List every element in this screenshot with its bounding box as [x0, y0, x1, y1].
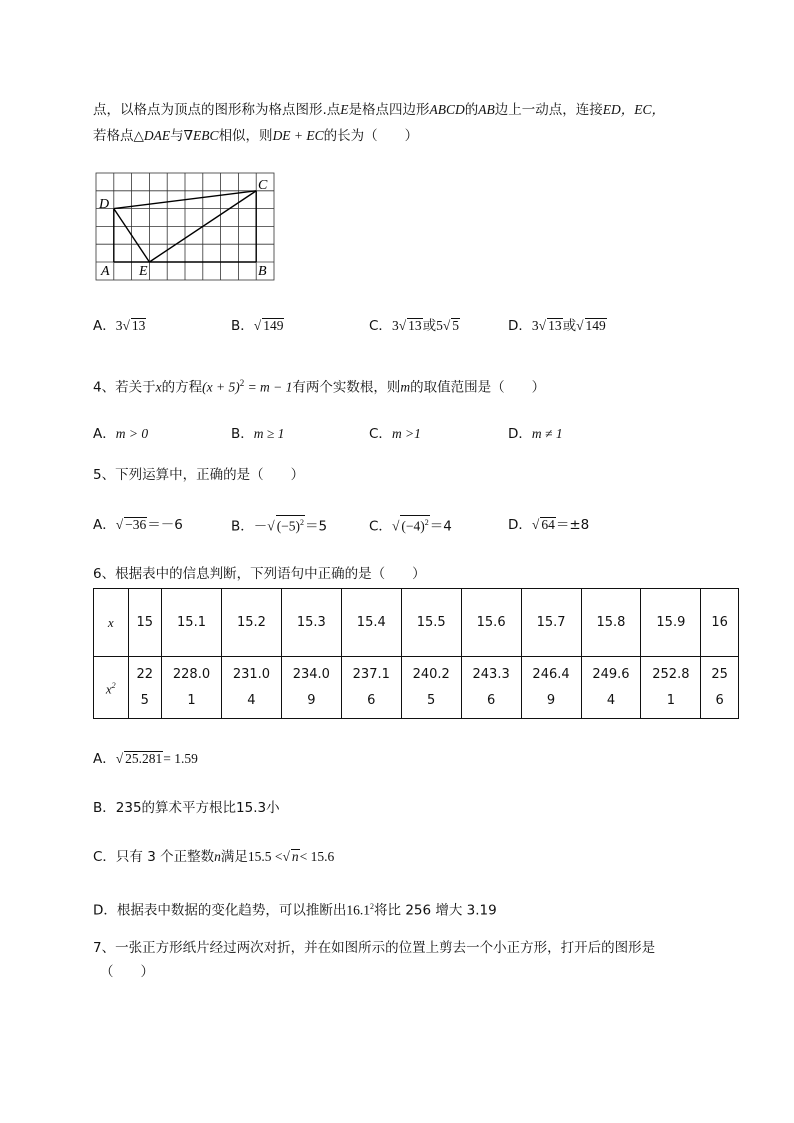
table-cell: 249.64 — [581, 657, 641, 719]
table-row — [94, 589, 739, 657]
q6-option-b[interactable]: B．235的算术平方根比15.3小 — [93, 800, 280, 816]
table-cell: 256 — [701, 657, 739, 719]
q3-grid-figure — [94, 172, 276, 282]
q4-option-d[interactable]: D．m ≠ 1 — [508, 426, 563, 442]
table-cell: 240.25 — [401, 657, 461, 719]
table-cell: 237.16 — [341, 657, 401, 719]
table-cell: 15.4 — [341, 589, 401, 657]
table-cell: 15.7 — [521, 589, 581, 657]
q3-option-d[interactable]: D．3√ 13或√ 149 — [508, 318, 606, 334]
table-cell: 15.2 — [221, 589, 281, 657]
table-cell: 16 — [701, 589, 739, 657]
q6-question: 6、根据表中的信息判断，下列语句中正确的是（ ） — [93, 566, 426, 582]
table-cell: 15.1 — [162, 589, 222, 657]
q3-option-a[interactable]: A．3√ 13 — [93, 318, 146, 334]
label-D: D — [99, 197, 110, 212]
table-cell: 231.04 — [221, 657, 281, 719]
q5-option-a[interactable]: A．√ −36＝－6 — [93, 517, 183, 533]
q7-question-line2: （ ） — [100, 964, 154, 980]
q3-option-b[interactable]: B．√ 149 — [231, 318, 284, 334]
q6-option-a[interactable]: A．√ 25.281= 1.59 — [93, 751, 198, 767]
table-header-x2: $x^2$ — [94, 657, 129, 719]
table-cell: 15.9 — [641, 589, 701, 657]
q5-option-c[interactable]: C．√ $(-4)^2=4$ — [369, 515, 452, 537]
table-cell: 15.6 — [461, 589, 521, 657]
q3-option-c[interactable]: C．3√ 13或5√ 5 — [369, 318, 460, 334]
q6-option-c[interactable]: C．只有 3 个正整数n满足15.5 <√ n< 15.6 — [93, 849, 335, 865]
table-cell: 246.49 — [521, 657, 581, 719]
table-cell: 225 — [128, 657, 162, 719]
q5-option-d[interactable]: D．√ 64＝±8 — [508, 517, 590, 533]
q5-option-b[interactable]: B．－√ $(-5)^2=5$ — [231, 515, 327, 537]
q4-question: 4、若关于x的方程$(x + 5)^2 = m - 1$有两个实数根，则m的取值范围是（ ） — [93, 378, 546, 396]
q4-option-b[interactable]: B．m ≥ 1 — [231, 426, 285, 442]
q5-question: 5、下列运算中，正确的是（ ） — [93, 467, 305, 483]
table-header-x: x — [94, 589, 129, 657]
q6-table — [93, 588, 739, 719]
table-cell: 15.5 — [401, 589, 461, 657]
q3-text-line2: 若格点△DAE与∇EBC相似，则DE + EC的长为（ ） — [93, 128, 419, 144]
table-cell: 228.01 — [162, 657, 222, 719]
q3-text-line1: 点，以格点为顶点的图形称为格点图形.点E是格点四边形ABCD的AB边上一动点，连接ED，EC， — [93, 102, 666, 118]
q4-option-a[interactable]: A．m > 0 — [93, 426, 149, 442]
label-A: A — [101, 264, 110, 279]
label-E: E — [139, 264, 148, 279]
table-cell: 15 — [128, 589, 162, 657]
table-cell: 234.09 — [281, 657, 341, 719]
q6-option-d[interactable]: D．根据表中数据的变化趋势，可以推断出16.1$^2$将比 256 增大 3.19 — [93, 902, 497, 919]
table-cell: 15.8 — [581, 589, 641, 657]
table-cell: 243.36 — [461, 657, 521, 719]
label-C: C — [258, 178, 268, 193]
q7-question-line1: 7、一张正方形纸片经过两次对折，并在如图所示的位置上剪去一个小正方形，打开后的图形是 — [93, 940, 656, 956]
q4-option-c[interactable]: C．m >1 — [369, 426, 421, 442]
table-cell: 252.81 — [641, 657, 701, 719]
table-row — [94, 657, 739, 719]
table-cell: 15.3 — [281, 589, 341, 657]
label-B: B — [258, 264, 267, 279]
